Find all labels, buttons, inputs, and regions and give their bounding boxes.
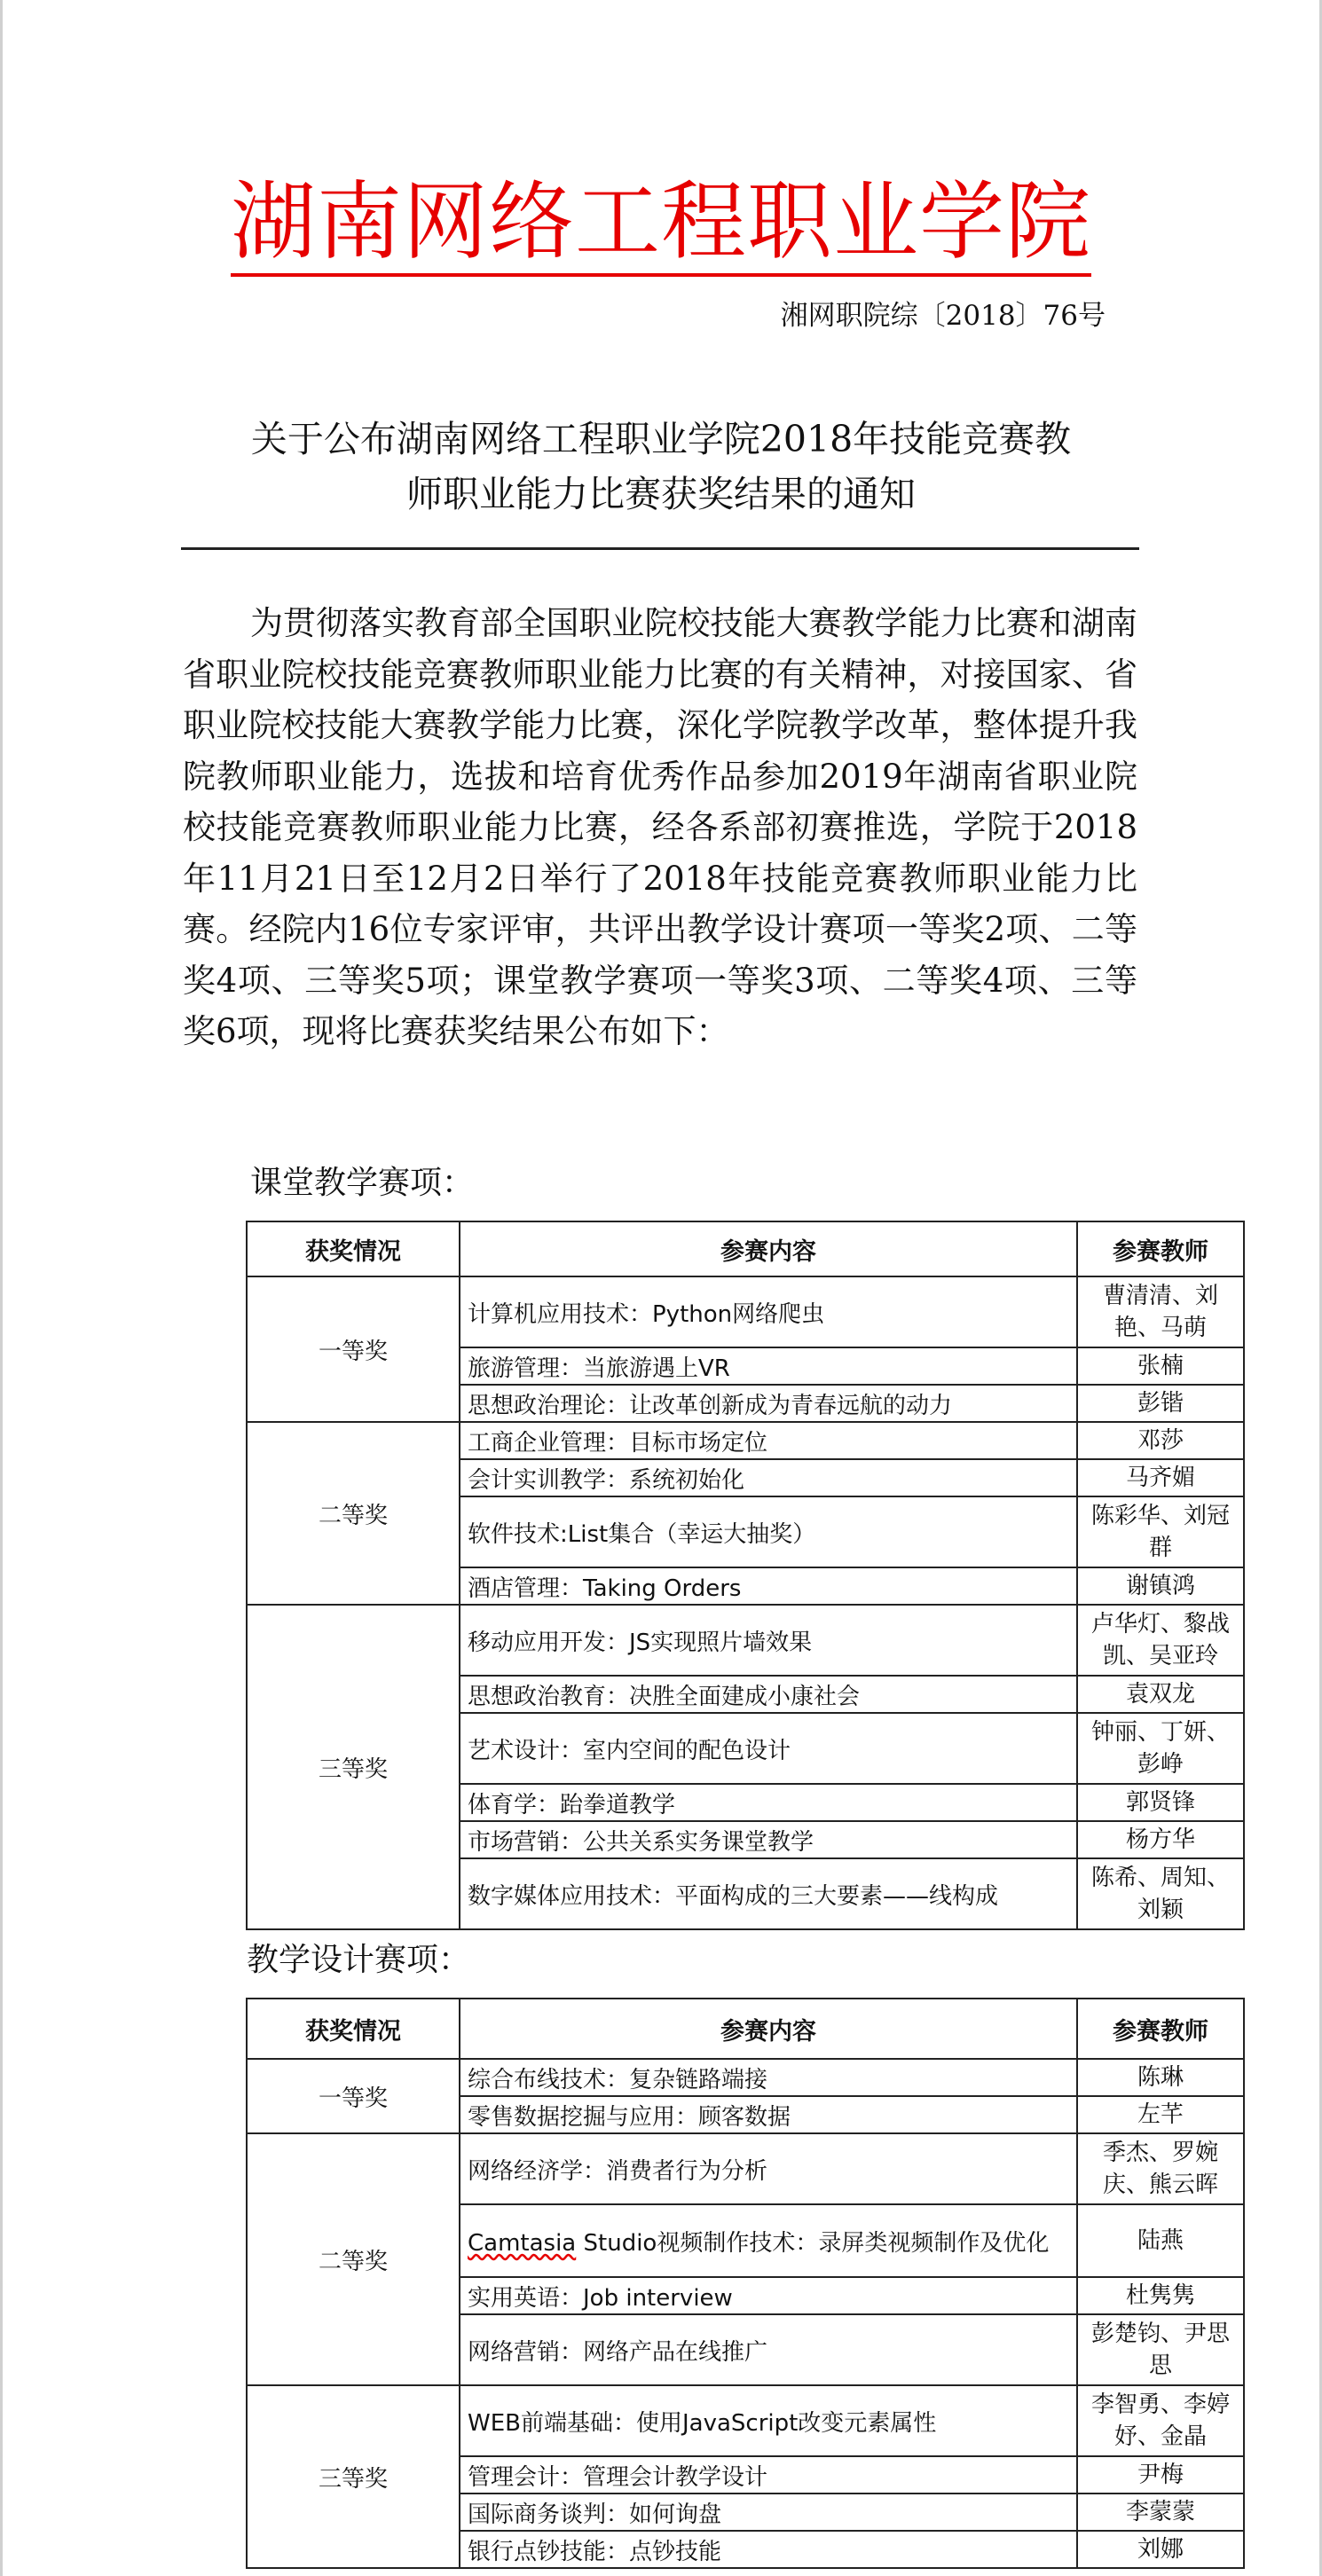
entry-teacher: 尹梅: [1077, 2456, 1244, 2494]
entry-content: 艺术设计：室内空间的配色设计: [460, 1713, 1077, 1784]
notice-title-line-1: 关于公布湖南网络工程职业学院2018年技能竞赛教: [250, 418, 1072, 460]
entry-teacher: 彭楚钧、尹思思: [1077, 2314, 1244, 2385]
entry-teacher: 李智勇、李婷妤、金晶: [1077, 2385, 1244, 2456]
brand-spellcheck-word: Camtasia: [468, 2229, 577, 2257]
grade-second: 二等奖: [247, 1422, 460, 1605]
entry-content: 网络营销：网络产品在线推广: [460, 2314, 1077, 2385]
entry-teacher: 左芊: [1077, 2096, 1244, 2133]
grade-first: 一等奖: [247, 2059, 460, 2133]
entry-content: 计算机应用技术：Python网络爬虫: [460, 1276, 1077, 1347]
entry-teacher: 曹清清、刘艳、马萌: [1077, 1276, 1244, 1347]
title-divider: [181, 547, 1139, 550]
document-number: 湘网职院综〔2018〕76号: [780, 300, 1106, 332]
header-content: 参赛内容: [460, 1221, 1077, 1276]
header-content: 参赛内容: [460, 1999, 1077, 2059]
entry-teacher: 彭锴: [1077, 1385, 1244, 1422]
entry-teacher: 邓莎: [1077, 1422, 1244, 1459]
entry-teacher: 陆燕: [1077, 2204, 1244, 2277]
entry-teacher: 陈彩华、刘冠群: [1077, 1496, 1244, 1567]
entry-content: 会计实训教学：系统初始化: [460, 1459, 1077, 1496]
header-teacher: 参赛教师: [1077, 1999, 1244, 2059]
entry-teacher: 袁双龙: [1077, 1676, 1244, 1713]
entry-teacher: 卢华灯、黎战凯、吴亚玲: [1077, 1605, 1244, 1676]
header-grade: 获奖情况: [247, 1221, 460, 1276]
entry-content: 银行点钞技能：点钞技能: [460, 2531, 1077, 2568]
entry-teacher: 马齐媚: [1077, 1459, 1244, 1496]
table-row: [247, 2133, 1244, 2204]
entry-content: 体育学：跆拳道教学: [460, 1784, 1077, 1821]
design-section-label: 教学设计赛项：: [247, 1942, 471, 1978]
notice-title-line-2: 师职业能力比赛获奖结果的通知: [406, 473, 916, 515]
institution-title: [0, 170, 1322, 273]
entry-content: 工商企业管理：目标市场定位: [460, 1422, 1077, 1459]
header-teacher: 参赛教师: [1077, 1221, 1244, 1276]
table-header-row: [247, 1221, 1244, 1276]
header-grade: 获奖情况: [247, 1999, 460, 2059]
page-edge-left: [0, 0, 3, 2576]
entry-content: 数字媒体应用技术：平面构成的三大要素——线构成: [460, 1858, 1077, 1929]
design-award-table: [246, 1998, 1245, 2569]
entry-teacher: 李蒙蒙: [1077, 2494, 1244, 2531]
entry-content: 市场营销：公共关系实务课堂教学: [460, 1821, 1077, 1858]
entry-teacher: 郭贤锋: [1077, 1784, 1244, 1821]
entry-teacher: 谢镇鸿: [1077, 1567, 1244, 1605]
table-row: [247, 2059, 1244, 2096]
entry-content: 酒店管理：Taking Orders: [460, 1567, 1077, 1605]
entry-content: 国际商务谈判：如何询盘: [460, 2494, 1077, 2531]
entry-content: 网络经济学：消费者行为分析: [460, 2133, 1077, 2204]
entry-teacher: 杜隽隽: [1077, 2277, 1244, 2314]
notice-body: 为贯彻落实教育部全国职业院校技能大赛教学能力比赛和湖南省职业院校技能竞赛教师职业能力比赛的有关精神，对接国家、省职业院校技能大赛教学能力比赛，深化学院教学改革，整体提升我院教师职业能力，选拔和培育优秀作品参加2019年湖南省职业院校技能竞赛教师职业能力比赛，经各系部初赛推选，学院于2018年11月21日至12月2日举行了2018年技能竞赛教师职业能力比赛。经院内16位专家评审，共评出教学设计赛项一等奖2项、二等奖4项、三等奖5项；课堂教学赛项一等奖3项、二等奖4项、三等奖6项，现将比赛获奖结果公布如下：: [183, 604, 1137, 1050]
table-header-row: [247, 1999, 1244, 2059]
entry-content: 旅游管理：当旅游遇上VR: [460, 1347, 1077, 1385]
grade-third: 三等奖: [247, 1605, 460, 1929]
table-row: [247, 1276, 1244, 1347]
table-row: [247, 2385, 1244, 2456]
entry-teacher: 季杰、罗婉庆、熊云晖: [1077, 2133, 1244, 2204]
entry-teacher: 陈琳: [1077, 2059, 1244, 2096]
entry-content: WEB前端基础：使用JavaScript改变元素属性: [460, 2385, 1077, 2456]
entry-content: 软件技术:List集合（幸运大抽奖）: [460, 1496, 1077, 1567]
entry-content: 思想政治理论：让改革创新成为青春远航的动力: [460, 1385, 1077, 1422]
entry-content: 综合布线技术：复杂链路端接: [460, 2059, 1077, 2096]
classroom-section-label: 课堂教学赛项：: [250, 1165, 475, 1201]
table-row: [247, 1605, 1244, 1676]
entry-teacher: 张楠: [1077, 1347, 1244, 1385]
table-row: [247, 1422, 1244, 1459]
entry-content: 思想政治教育：决胜全面建成小康社会: [460, 1676, 1077, 1713]
classroom-award-table: [246, 1221, 1245, 1930]
entry-content: [460, 2204, 1077, 2277]
entry-content: 零售数据挖掘与应用：顾客数据: [460, 2096, 1077, 2133]
grade-first: 一等奖: [247, 1276, 460, 1422]
entry-content: 移动应用开发：JS实现照片墙效果: [460, 1605, 1077, 1676]
entry-content-rest: Studio视频制作技术：录屏类视频制作及优化: [576, 2229, 1050, 2257]
entry-teacher: 刘娜: [1077, 2531, 1244, 2568]
grade-third: 三等奖: [247, 2385, 460, 2568]
entry-content: 实用英语：Job interview: [460, 2277, 1077, 2314]
entry-content: 管理会计：管理会计教学设计: [460, 2456, 1077, 2494]
grade-second: 二等奖: [247, 2133, 460, 2385]
institution-title-text: 湖南网络工程职业学院: [231, 172, 1091, 277]
entry-teacher: 钟丽、丁妍、彭峥: [1077, 1713, 1244, 1784]
entry-teacher: 杨方华: [1077, 1821, 1244, 1858]
entry-teacher: 陈希、周知、刘颖: [1077, 1858, 1244, 1929]
notice-title: [177, 412, 1145, 522]
